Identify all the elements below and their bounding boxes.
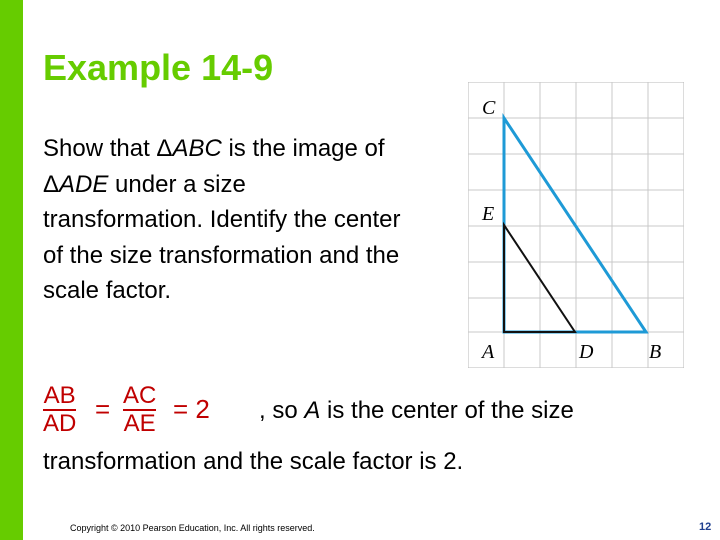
conclusion-text: transformation and the scale factor is 2. bbox=[43, 448, 464, 475]
conclusion-part: , so bbox=[259, 397, 305, 424]
page-number: 12 bbox=[699, 521, 712, 533]
equals-sign: = bbox=[95, 394, 111, 424]
label-d: D bbox=[579, 341, 594, 363]
fraction-ac-ae bbox=[123, 383, 156, 437]
equals-two: = 2 bbox=[173, 394, 210, 424]
conclusion-part: is the center of the size bbox=[320, 397, 574, 424]
triangle-ade: ADE bbox=[59, 170, 109, 198]
label-a: A bbox=[482, 341, 495, 363]
point-a: A bbox=[304, 397, 321, 424]
fraction-numerator: AC bbox=[123, 382, 157, 409]
label-c: C bbox=[482, 97, 496, 119]
problem-part: under a size transformation. Identify the center of the size transformation and the scale factor. bbox=[43, 170, 401, 304]
sidebar-accent bbox=[0, 0, 23, 540]
label-b: B bbox=[649, 341, 662, 363]
slide-title: Example 14-9 bbox=[43, 47, 274, 88]
label-e: E bbox=[482, 203, 495, 225]
problem-part: Show that Δ bbox=[43, 135, 173, 162]
fraction-ab-ad bbox=[43, 383, 76, 437]
triangle-abc: ABC bbox=[172, 135, 222, 162]
copyright-notice: Copyright © 2010 Pearson Education, Inc. All rights reserved. bbox=[70, 523, 315, 533]
fraction-numerator: AB bbox=[43, 382, 76, 409]
grid-figure bbox=[468, 82, 684, 368]
problem-text bbox=[43, 131, 403, 309]
formula-conclusion bbox=[259, 397, 574, 425]
fraction-denominator: AE bbox=[123, 410, 156, 437]
fraction-denominator: AD bbox=[43, 410, 77, 437]
problem-part: is the image of Δ bbox=[43, 135, 385, 198]
ratio-formula bbox=[43, 380, 603, 442]
